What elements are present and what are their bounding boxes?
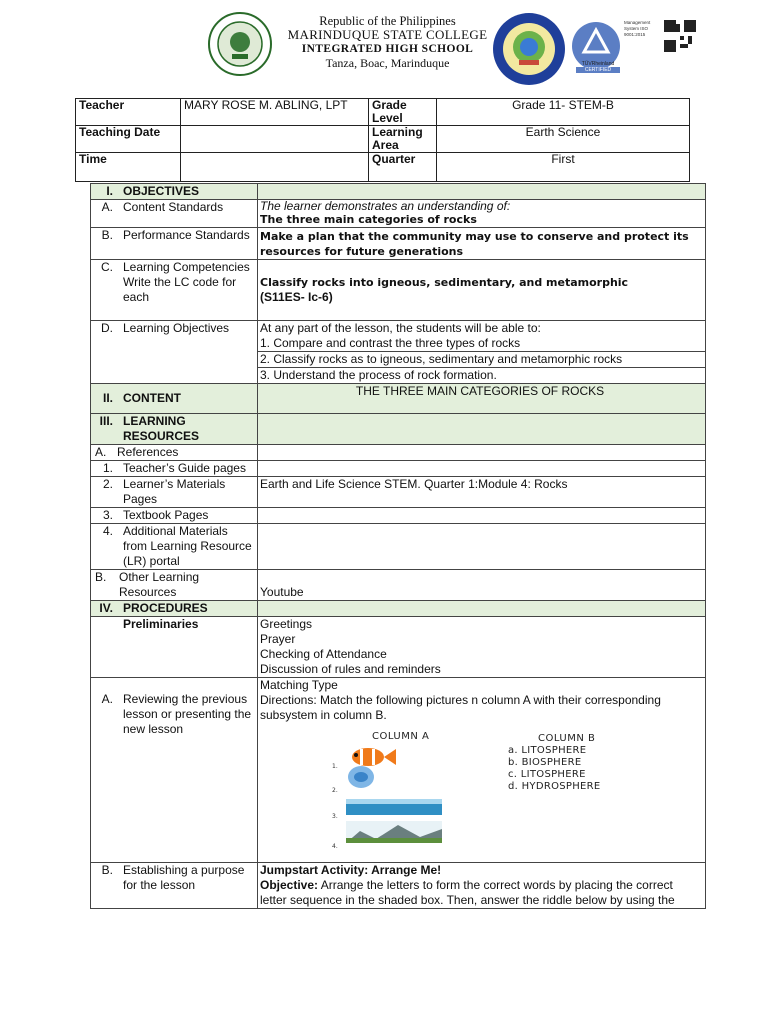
picture-number: 2. [332, 787, 338, 794]
performance-standards-label: Performance Standards [123, 228, 250, 242]
teachers-guide-number: 1. [102, 461, 113, 475]
content-standards-row [91, 200, 706, 228]
jumpstart-objective [260, 878, 700, 908]
performance-standards-value: Make a plan that the community may use to conserve and protect its resources for future generations [260, 230, 689, 258]
certified-label: CERTIFIED [576, 67, 620, 73]
learning-resources-number: III. [99, 414, 113, 428]
qr-code-icon [664, 20, 696, 52]
additional-materials-number: 4. [102, 524, 113, 538]
procedures-title: PROCEDURES [123, 601, 208, 615]
learning-competencies-label: Learning Competencies Write the LC code for each [123, 260, 250, 304]
time-label: Time [76, 153, 181, 182]
jumpstart-activity-title: Jumpstart Activity: Arrange Me! [260, 863, 442, 877]
ocean-picture [346, 799, 442, 815]
preliminaries-label: Preliminaries [123, 617, 199, 631]
school-header [255, 14, 520, 70]
reviewing-letter: A. [101, 692, 113, 706]
learners-materials-number: 2. [102, 477, 113, 491]
learning-competencies-row [91, 260, 706, 321]
column-b-option: d. HYDROSPHERE [508, 781, 601, 792]
matching-directions: Directions: Match the following pictures n column A with their corresponding subsystem in column B. [260, 693, 661, 722]
preliminaries-row [91, 617, 706, 678]
textbook-pages-number: 3. [102, 508, 113, 522]
quarter-value: First [437, 153, 690, 182]
additional-materials-row [91, 524, 706, 570]
column-a-header: COLUMN A [372, 731, 430, 742]
learning-objectives-label: Learning Objectives [123, 321, 230, 335]
column-b-header: COLUMN B [538, 733, 596, 744]
learning-objective-item: 1. Compare and contrast the three types of rocks [258, 336, 705, 352]
content-standards-label: Content Standards [123, 200, 224, 214]
learning-resources-row [91, 414, 706, 445]
teachers-guide-row [91, 461, 706, 477]
column-b-option: b. BIOSPHERE [508, 757, 582, 768]
mountain-landscape-picture [346, 821, 442, 843]
learning-competency-code: (S11ES- Ic-6) [260, 290, 333, 304]
content-value: THE THREE MAIN CATEGORIES OF ROCKS [258, 384, 706, 414]
establishing-purpose-label: Establishing a purpose for the lesson [123, 863, 245, 892]
learning-area-value: Earth Science [437, 126, 690, 153]
textbook-pages-label: Textbook Pages [123, 508, 209, 522]
objective-text: Arrange the letters to form the correct words by placing the correct letter sequence in the shaded box. Then, answer the riddle below by using the [260, 878, 675, 907]
objectives-number: I. [106, 184, 113, 198]
header-line-address: Tanza, Boac, Marinduque [325, 56, 450, 70]
quarter-label: Quarter [369, 153, 437, 182]
preliminary-item: Greetings [260, 617, 313, 631]
content-row [91, 384, 706, 414]
references-row [91, 445, 706, 461]
content-standards-value: The three main categories of rocks [260, 213, 477, 226]
learning-objectives-row [91, 321, 706, 384]
learning-objectives-letter: D. [101, 321, 113, 335]
column-b-option: c. LITOSPHERE [508, 769, 586, 780]
objectives-row [91, 184, 706, 200]
teachers-guide-label: Teacher’s Guide pages [123, 461, 246, 475]
grade-level-value: Grade 11- STEM-B [437, 99, 690, 126]
reviewing-lesson-row [91, 678, 706, 863]
teaching-date-value [181, 126, 369, 153]
column-b-option: a. LITOSPHERE [508, 745, 587, 756]
picture-number: 3. [332, 813, 338, 820]
lesson-plan-table [90, 183, 706, 909]
integrated-high-school-seal-logo [492, 12, 566, 86]
learning-area-label: Learning Area [369, 126, 437, 153]
lesson-info-table [75, 98, 690, 182]
picture-number: 4. [332, 843, 338, 850]
header-line-college: MARINDUQUE STATE COLLEGE [287, 27, 488, 42]
references-letter: A. [95, 445, 107, 459]
learning-competencies-letter: C. [101, 260, 113, 274]
picture-number: 1. [332, 763, 338, 770]
performance-standards-letter: B. [101, 228, 113, 242]
learners-materials-value: Earth and Life Science STEM. Quarter 1:Module 4: Rocks [258, 477, 706, 508]
references-label: References [117, 445, 179, 459]
additional-materials-label: Additional Materials from Learning Resource (LR) portal [123, 524, 252, 568]
objective-label: Objective: [260, 878, 319, 892]
preliminary-item: Prayer [260, 632, 296, 646]
time-value [181, 153, 369, 182]
objectives-title: OBJECTIVES [123, 184, 200, 198]
matching-activity-figure [328, 729, 648, 851]
other-resources-value: Youtube [258, 570, 706, 601]
tuv-label: TÜVRheinland [581, 61, 615, 67]
procedures-number: IV. [99, 601, 113, 615]
header-line-school: INTEGRATED HIGH SCHOOL [301, 43, 474, 55]
learning-objective-item: 2. Classify rocks as to igneous, sedimentary and metamorphic rocks [258, 352, 705, 368]
content-number: II. [102, 391, 113, 405]
learners-materials-label: Learner’s Materials Pages [123, 477, 226, 506]
management-system-text: Management System ISO 9001:2015 [624, 20, 651, 37]
other-resources-letter: B. [95, 570, 107, 584]
establishing-purpose-row [91, 863, 706, 909]
grade-level-label: Grade Level [369, 99, 437, 126]
learning-competencies-value: Classify rocks into igneous, sedimentary, and metamorphic [260, 276, 629, 289]
preliminary-item: Checking of Attendance [260, 647, 387, 661]
learners-materials-row [91, 477, 706, 508]
reviewing-label: Reviewing the previous lesson or presenting the new lesson [123, 692, 252, 736]
learning-objectives-intro: At any part of the lesson, the students will be able to: [260, 321, 541, 335]
procedures-row [91, 601, 706, 617]
content-title: CONTENT [123, 391, 181, 405]
teacher-value: MARY ROSE M. ABLING, LPT [181, 99, 369, 126]
performance-standards-row [91, 228, 706, 260]
learning-resources-title: LEARNING RESOURCES [123, 414, 200, 443]
header-line-republic: Republic of the Philippines [319, 14, 456, 28]
other-resources-label: Other Learning Resources [119, 570, 200, 599]
water-drop-picture [346, 765, 376, 789]
other-resources-row [91, 570, 706, 601]
teacher-label: Teacher [76, 99, 181, 126]
content-standards-letter: A. [101, 200, 113, 214]
preliminary-item: Discussion of rules and reminders [260, 662, 441, 676]
matching-type-title: Matching Type [260, 678, 338, 692]
establishing-purpose-letter: B. [101, 863, 113, 877]
teaching-date-label: Teaching Date [76, 126, 181, 153]
textbook-pages-row [91, 508, 706, 524]
learning-objective-item: 3. Understand the process of rock formation. [260, 368, 497, 382]
content-standards-intro: The learner demonstrates an understanding of: [260, 199, 511, 213]
